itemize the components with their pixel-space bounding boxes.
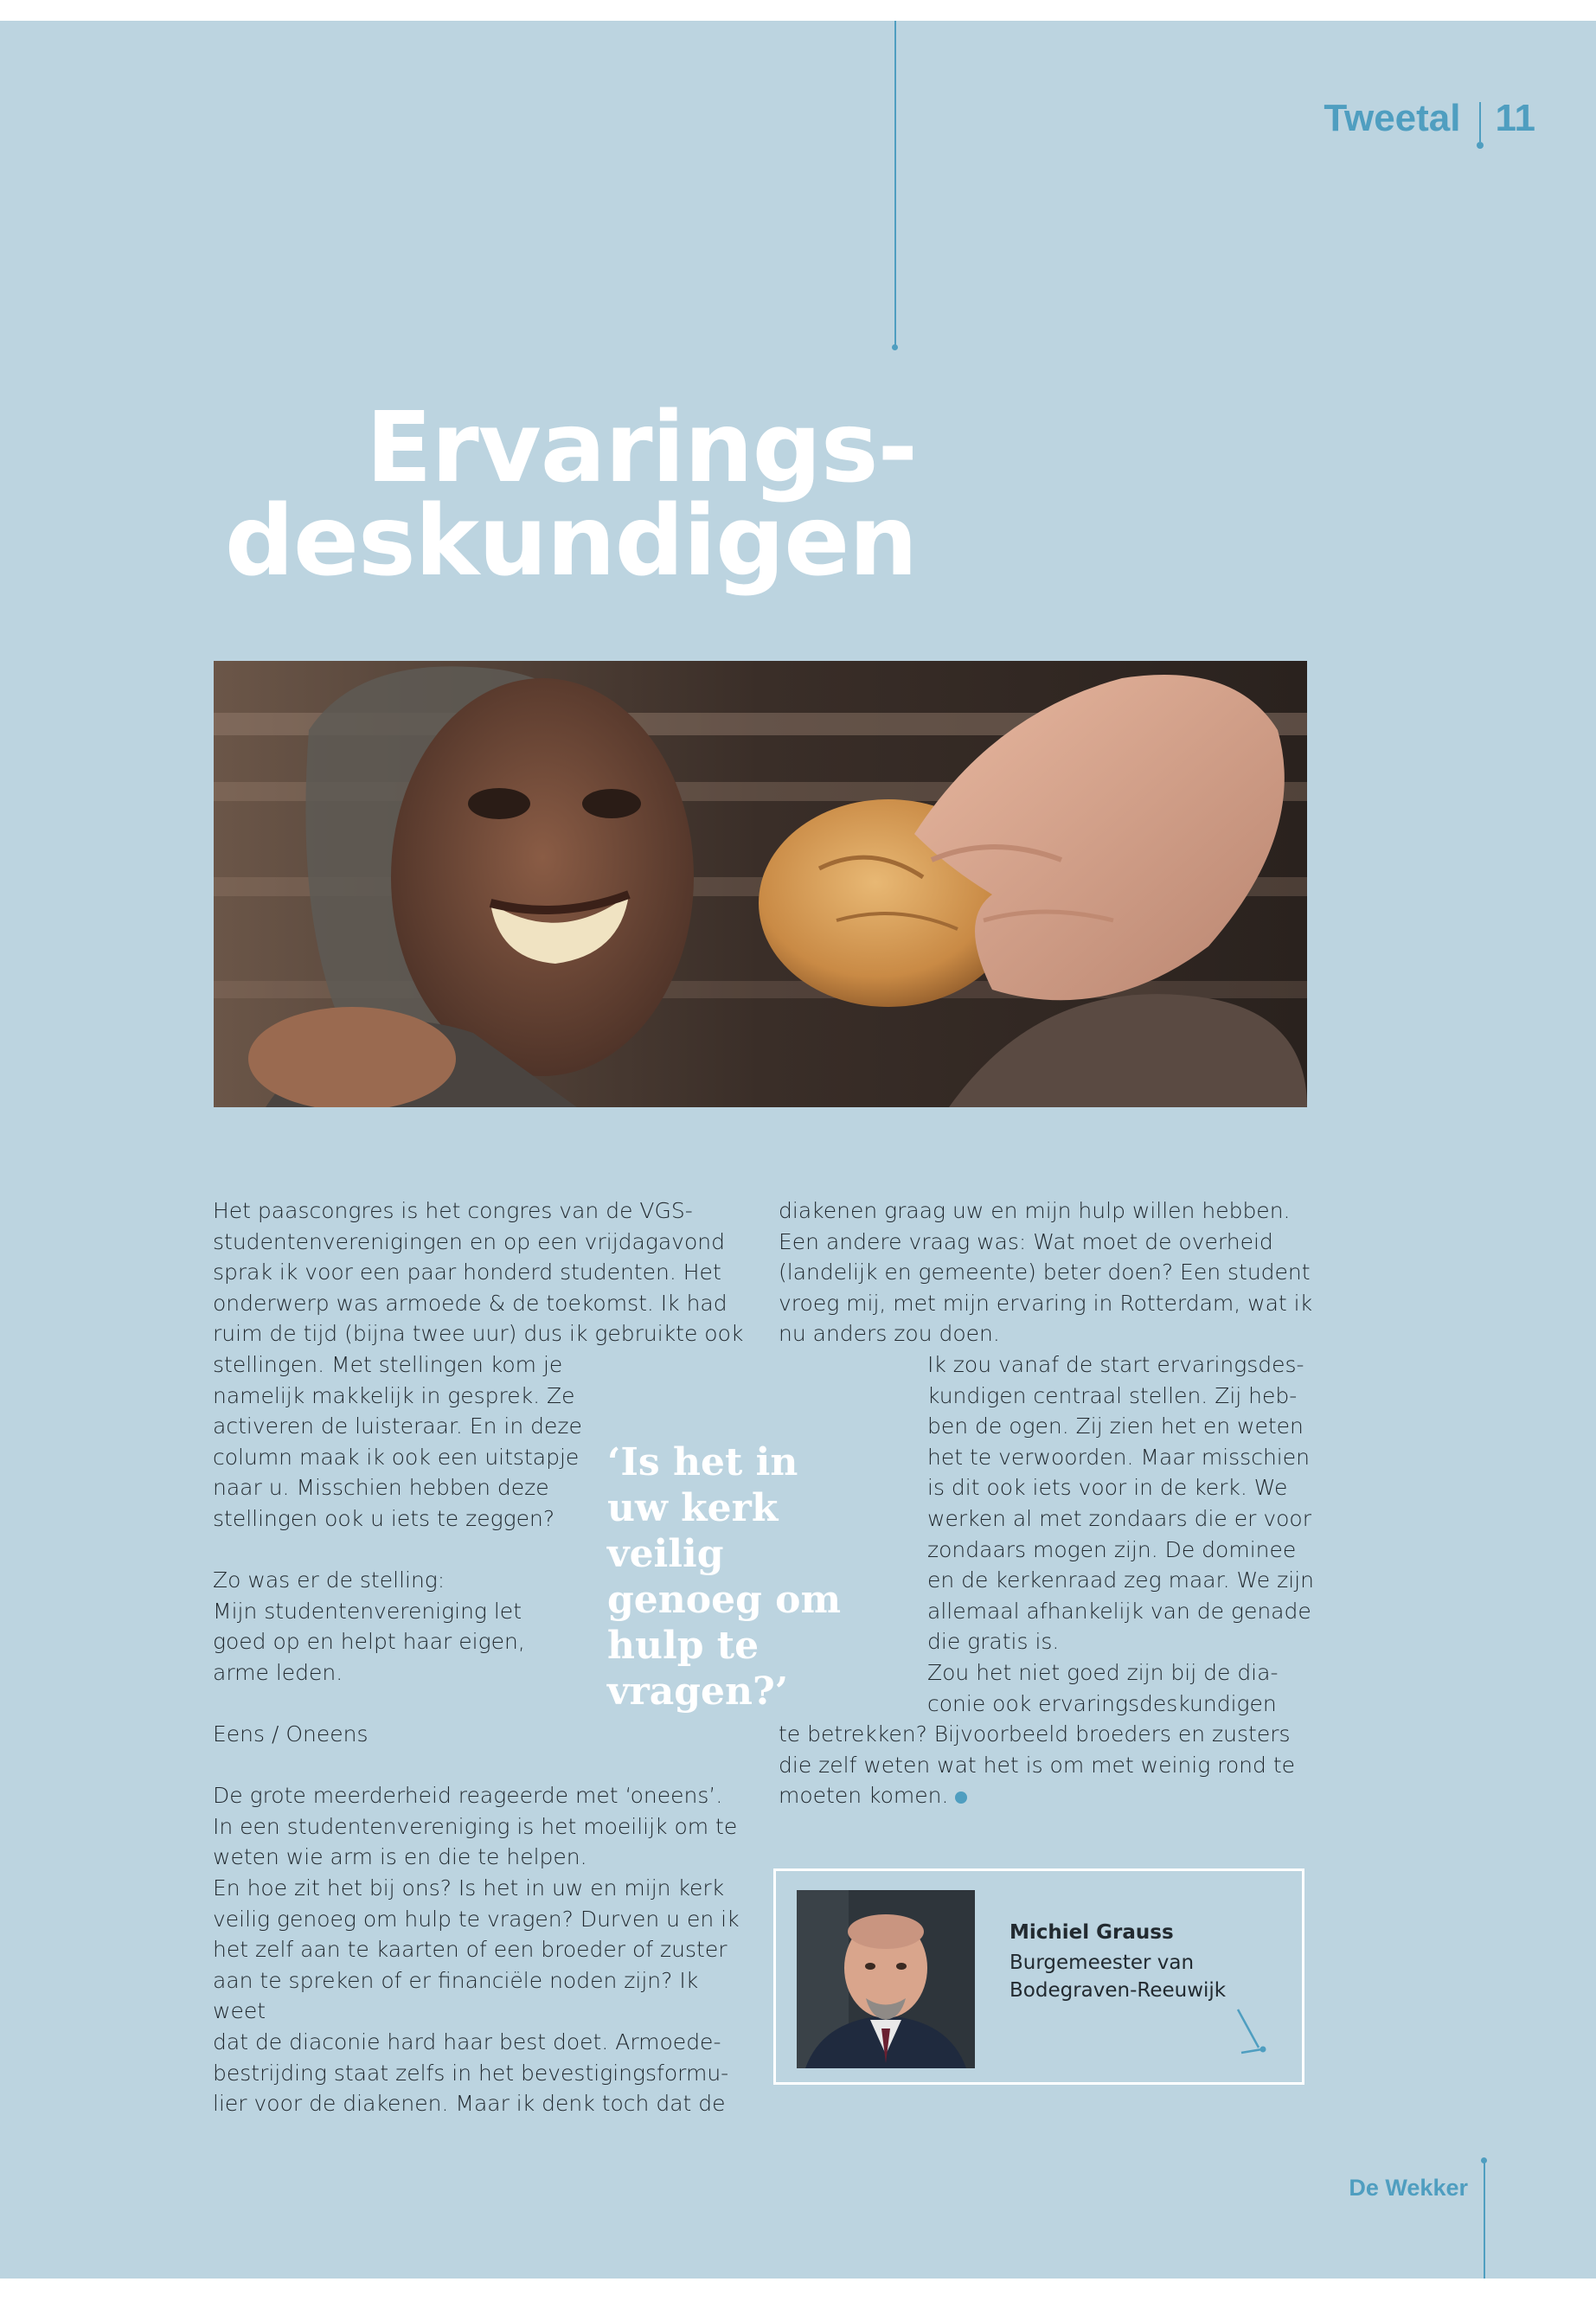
article-column-2 (779, 1195, 1315, 1811)
paragraph-vote-options: Eens / Oneens (213, 1721, 369, 1747)
title-line-2: deskundigen (224, 485, 917, 598)
paragraph-indented: Ik zou vanaf de start ervaringsdes- kundigen centraal stellen. Zij heb- ben de ogen. Zij zien het en weten het te verwoorden. Maar misschien is dit ook iets voor in de kerk. We werken al met zondaars die er voor zondaars mogen zijn. De dominee en de kerkenraad zeg maar. We zijn allemaal afhankelijk van de genade die gratis is. Zou het niet goed zijn bij de dia- conie ook ervaringsdeskundigen (927, 1351, 1314, 1716)
magazine-page (0, 21, 1596, 2279)
hero-image-illustration (214, 661, 1307, 1107)
paragraph-response: De grote meerderheid reageerde met ‘oneens’. In een studentenvereniging is het moeilijk om te weten wie arm is en die te helpen. En hoe zit het bij ons? Is het in uw en mijn kerk veilig genoeg om hulp te vragen? Durven u en ik het zelf aan te kaarten of een broeder of zuster aan te spreken of er financiële noden zijn? Ik weet dat de diaconie hard haar best doet. Armoede- bestrijding staat zelfs in het bevestigingsformu- lier voor de diakenen. Maar ik denk toch dat de (213, 1783, 740, 2117)
magazine-section: Tweetal (1324, 97, 1461, 139)
end-mark-dot (955, 1791, 967, 1804)
author-name: Michiel Grauss (1010, 1921, 1174, 1944)
author-card (773, 1868, 1304, 2085)
article-title (138, 392, 917, 598)
paragraph-continued: diakenen graag uw en mijn hulp willen hebben. Een andere vraag was: Wat moet de overheid (landelijk en gemeente) beter doen? Een student vroeg mij, met mijn ervaring in Rotterdam, wat ik nu anders zou doen. (779, 1198, 1313, 1347)
magazine-name: De Wekker (1349, 2175, 1468, 2201)
hero-image (214, 661, 1307, 1107)
author-portrait-illustration (797, 1890, 975, 2068)
title-line-1: Ervarings- (365, 392, 917, 504)
header-separator (1479, 102, 1481, 142)
top-rule-dot (892, 344, 898, 350)
paragraph-intro: Het paascongres is het congres van de VGS- studentenverenigingen en op een vrijdagavond sprak ik voor een paar honderd studenten. Het onderwerp was armoede & de toekomst. Ik had ruim de tijd (bijna twee uur) dus ik gebruikte ook stellingen. Met stellingen kom je namelijk makkelijk in gesprek. Ze activeren de luisteraar. En in deze column maak ik ook een uitstapje naar u. Misschien hebben deze stellingen ook u iets te zeggen? (213, 1198, 744, 1531)
bottom-vertical-rule (1484, 2161, 1485, 2279)
top-vertical-rule (894, 21, 896, 348)
page-header (1324, 97, 1535, 142)
paragraph-statement: Zo was er de stelling: Mijn studentenvereniging let goed op en helpt haar eigen, arme leden. (213, 1567, 525, 1685)
closing-text: te betrekken? Bijvoorbeeld broeders en zusters die zelf weten wat het is om met weinig rond te moeten komen. (779, 1721, 1296, 1809)
pull-quote: ‘Is het in uw kerk veilig genoeg om hulp te vragen?’ (607, 1440, 842, 1714)
paragraph-gap (213, 1750, 749, 1781)
author-role: Burgemeester van Bodegraven-Reeuwijk (1010, 1952, 1227, 2002)
paragraph-closing (779, 1719, 1315, 1811)
decorative-line-icon (1234, 2006, 1269, 2058)
author-portrait (797, 1890, 975, 2068)
page-number: 11 (1495, 97, 1535, 139)
